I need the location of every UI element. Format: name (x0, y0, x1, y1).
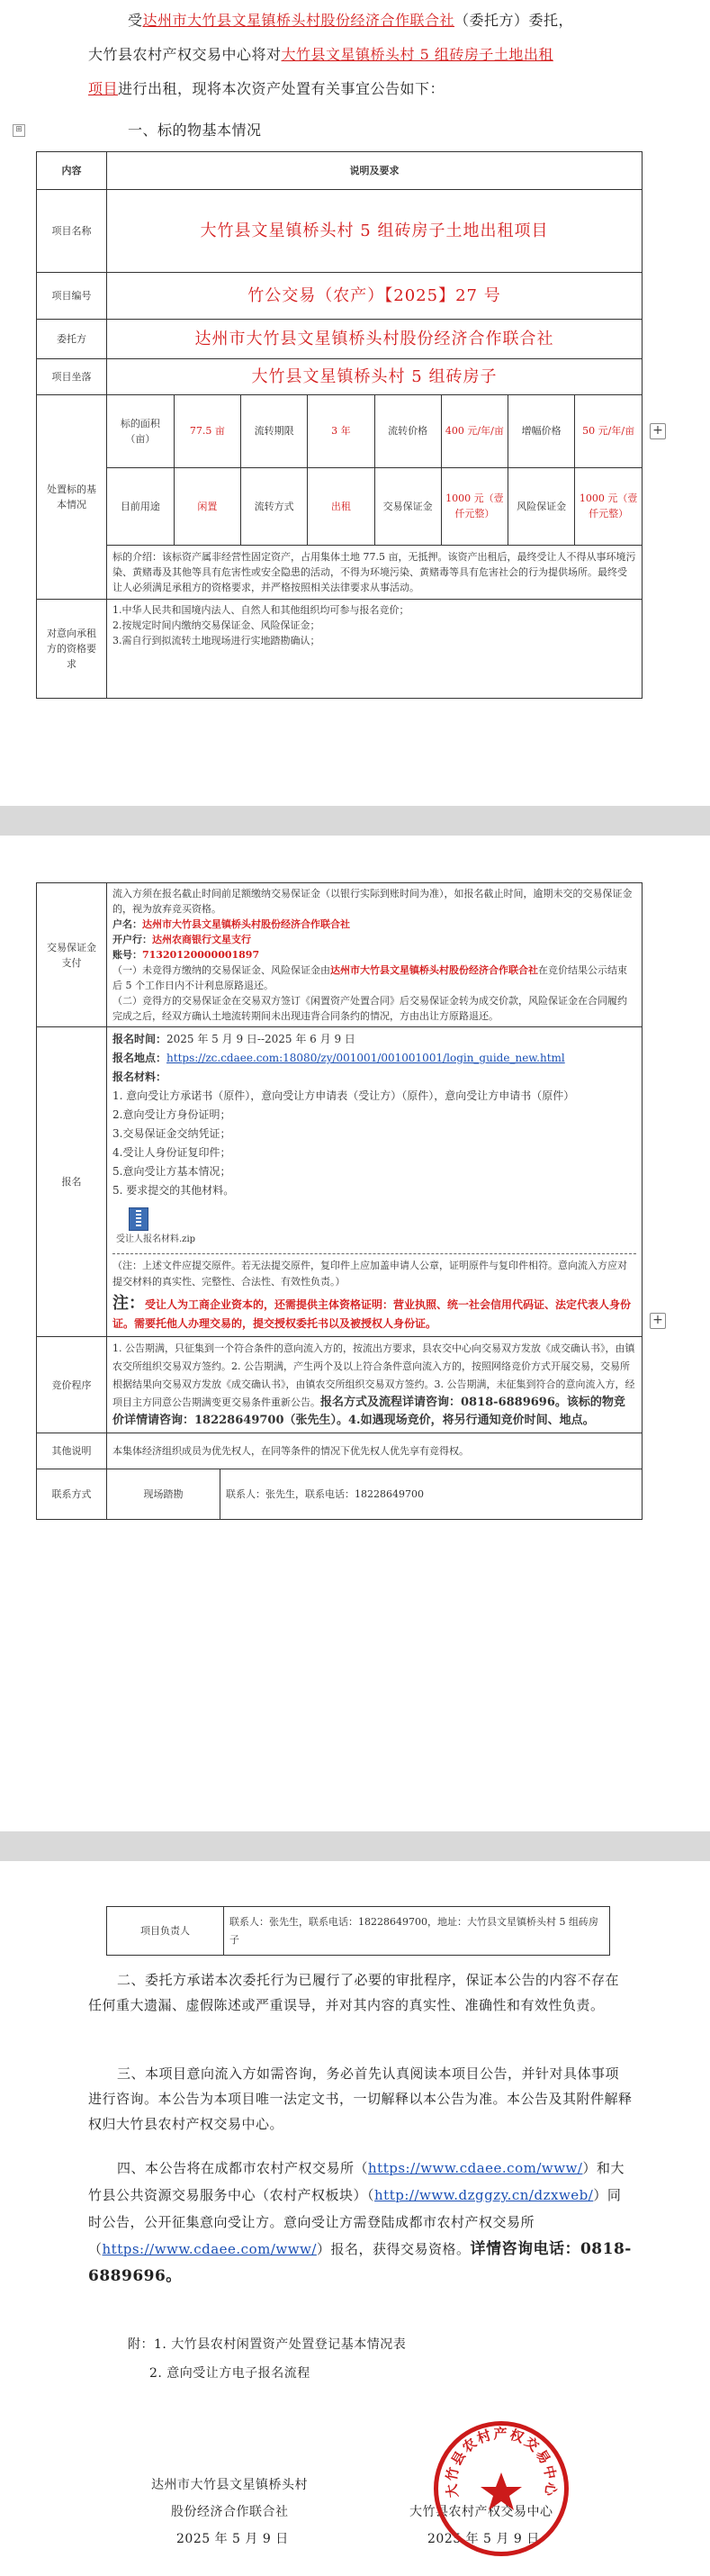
current-use-value: 闲置 (174, 467, 240, 545)
other-content: 本集体经济组织成员为优先权人，在同等条件的情况下优先权人优先享有竞得权。 (107, 1433, 643, 1469)
dzggzy-link[interactable]: http://www.dzggzy.cn/dzxweb/ (374, 2187, 594, 2203)
seal-graphic (438, 2426, 564, 2552)
registration-url-link[interactable]: https://zc.cdaee.com:18080/zy/001001/001001001/login_guide_new.html (166, 1052, 565, 1064)
asset-note: 标的介绍：该标资产属非经营性固定资产，占用集体土地 77.5 亩，无抵押。该资产出租后，最终受让人不得从事环境污染、黄赌毒及其他等具有危害性或安全隐患的活动，不得为环境污染、黄赌毒等具有危害社会的行为提供场所。最终受让人必须满足承租方的资格要求，并严格按照相关法律要求从事活动。 (107, 545, 642, 599)
basic-info-table (36, 151, 643, 699)
contact-value: 联系人：张先生，联系电话：18228649700 (220, 1469, 643, 1520)
signature-date-2: 2025 年 5 月 9 日 (427, 2532, 540, 2546)
col-header-desc: 说明及要求 (107, 152, 643, 190)
page-gap-2 (0, 1831, 710, 1861)
section-2: 二、委托方承诺本次委托行为已履行了必要的审批程序，保证本公告的内容不存在任何重大遗漏、虚假陈述或严重误导，并对其内容的真实性、准确性和有效性负责。 (88, 1972, 620, 2013)
registration-content: 报名时间：2025 年 5 月 9 日--2025 年 6 月 9 日 报名地点：https://zc.cdaee.com:18080/zy/001001/001001001/login_guide_new.html 报名材料： 1. 意向受让方承诺书（原件），意向受让方申请表（受让方）（原件），意向受让方申请书（原件） 2.意向受让方身份证明； 3.交易保证金交纳凭证； 4.受让人身份证复印件； 5.意向受让方基本情况； 5. 要求提交的其他材料。 受让人报名材料.zip （注：上述文件应提交原件。若无法提交原件，复印件上应加盖申请人公章，证明原件与复印件相符。意向流入方应对提交材料的真实性、完整性、合法性、有效性负责。） 注：受让人为工商企业资本的，还需提供主体资格证明：营业执照、统一社会信用代码证、法定代表人身份证。需要托他人办理交易的，提交授权委托书以及被授权人身份证。 (107, 1027, 643, 1337)
page-gap-1 (0, 806, 710, 836)
deposit-pay-label: 交易保证金支付 (37, 883, 107, 1027)
signature-org-1: 达州市大竹县文星镇桥头村 (151, 2478, 308, 2492)
intro-paragraph-3: 项目进行出租，现将本次资产处置有关事宜公告如下： (88, 80, 445, 97)
add-row-button[interactable]: + (650, 423, 666, 439)
seal-text: 大竹县农村产权交易中心 (443, 2426, 560, 2499)
owner-value: 联系人：张先生，联系电话：18228649700，地址：大竹县文星镇桥头村 5 组砖房子 (224, 1907, 610, 1956)
warning: 注：受让人为工商企业资本的，还需提供主体资格证明：营业执照、统一社会信用代码证、法定代表人身份证。需要托他人办理交易的，提交授权委托书以及被授权人身份证。 (112, 1294, 632, 1330)
project-no: 竹公交易（农产）【2025】27 号 (107, 273, 643, 320)
price-label: 流转价格 (374, 395, 441, 467)
official-seal (434, 2421, 569, 2556)
project-name: 大竹县文星镇桥头村 5 组砖房子土地出租项目 (107, 190, 643, 273)
attachment-2: 2. 意向受让方电子报名流程 (149, 2366, 310, 2381)
page-3 (0, 1861, 710, 2576)
entrust-label: 委托方 (37, 320, 107, 359)
attachment-1: 附：1. 大竹县农村闲置资产处置登记基本情况表 (128, 2337, 407, 2352)
basic-label: 处置标的基本情况 (37, 395, 107, 600)
section-3: 三、本项目意向流入方如需咨询，务必首先认真阅读本项目公告，并针对具体事项进行咨询。本公告为本项目唯一法定文书，一切解释以本公告为准。本公告及其附件解释权归大竹县农村产权交易中心。 (88, 2065, 633, 2132)
seal-star-icon (481, 2472, 522, 2510)
method-label: 流转方式 (241, 467, 308, 545)
area-value: 77.5 亩 (174, 395, 240, 467)
entrust-value: 达州市大竹县文星镇桥头村股份经济合作联合社 (107, 320, 643, 359)
deposit-label: 交易保证金 (374, 467, 441, 545)
intro-paragraph-2: 大竹县农村产权交易中心将对大竹县文星镇桥头村 5 组砖房子土地出租 (88, 46, 553, 63)
basic-inner-table (107, 395, 642, 599)
section-4: 四、本公告将在成都市农村产权交易所（https://www.cdaee.com/www/）和大竹县公共资源交易服务中心（农村产权板块）（http://www.dzggzy.cn/dzxweb/）同时公告，公开征集意向受让方。意向受让方需登陆成都市农村产权交易所（https://www.cdaee.com/www/）报名，获得交易资格。详情咨询电话：0818-6889696。 (88, 2160, 632, 2285)
attachment[interactable] (116, 1207, 215, 1246)
contact-mode: 现场踏勘 (107, 1469, 220, 1520)
signature-org-2: 股份经济合作联合社 (171, 2505, 289, 2519)
intro-paragraph: 受达州市大竹县文星镇桥头村股份经济合作联合社（委托方）委托， (128, 12, 574, 29)
risk-label: 风险保证金 (508, 467, 575, 545)
increment-label: 增幅价格 (508, 395, 575, 467)
entrust-org-link: 达州市大竹县文星镇桥头村股份经济合作联合社 (142, 12, 455, 29)
risk-value: 1000 元（壹仟元整） (575, 467, 642, 545)
signature-date-1: 2025 年 5 月 9 日 (176, 2532, 289, 2546)
increment-value: 50 元/年/亩 (575, 395, 642, 467)
requirements: 1.中华人民共和国境内法人、自然人和其他组织均可参与报名竞价； 2.按规定时间内缴纳交易保证金、风险保证金； 3.需自行到拟流转土地现场进行实地踏勘确认； (107, 599, 643, 698)
owner-table (106, 1906, 610, 1956)
page-1 (0, 0, 710, 806)
cdaee-link-2[interactable]: https://www.cdaee.com/www/ (102, 2241, 317, 2257)
bidding-content: 1. 公告期满，只征集到一个符合条件的意向流入方的，按流出方要求，县农交中心向交易双方发放《成交确认书》，由镇农交所组织交易双方签约。2. 公告期满，产生两个及以上符合条件意向流入方的，按照网络竞价方式开展交易，交易所根据结果向交易双方发放《成交确认书》，由镇农交所组织交易双方签约。3. 公告期满，未征集到符合的意向流入方，经项目主方同意公告期满变更交易条件重新公告。报名方式及流程详请咨询：0818-6889696。该标的物竞价详情请咨询：18228649700（张先生）。4.如遇现场竞价，将另行通知竞价时间、地点。 (107, 1337, 643, 1433)
table-anchor-icon[interactable]: ⊞ (13, 124, 25, 137)
requirements-label: 对意向承租方的资格要求 (37, 599, 107, 698)
registration-note: （注：上述文件应提交原件。若无法提交原件，复印件上应加盖申请人公章，证明原件与复印件相符。意向流入方应对提交材料的真实性、完整性、合法性、有效性负责。） (112, 1253, 636, 1290)
signature-org-3: 大竹县农村产权交易中心 (409, 2505, 553, 2519)
bidding-label: 竞价程序 (37, 1337, 107, 1433)
attachment-name: 受让人报名材料.zip (116, 1234, 196, 1244)
cdaee-link[interactable]: https://www.cdaee.com/www/ (368, 2160, 583, 2176)
method-value: 出租 (308, 467, 374, 545)
deposit-pay-content: 流入方须在报名截止时间前足额缴纳交易保证金（以银行实际到账时间为准），如报名截止时间，逾期未交的交易保证金的，视为放弃竞买资格。 户名：达州市大竹县文星镇桥头村股份经济合作联合社 开户行：达州农商银行文星支行 账号：71320120000001897 （一）未竞得方缴纳的交易保证金、风险保证金由达州市大竹县文星镇桥头村股份经济合作联合社在竞价结果公示结束后 5 个工作日内不计利息原路退还。 （二）竞得方的交易保证金在交易双方签订《闲置资产处置合同》后交易保证金转为成交价款，风险保证金在合同履约完成之后，经双方确认土地流转期间未出现违背合同条约的情况，方由出让方原路退还。 (107, 883, 643, 1027)
other-label: 其他说明 (37, 1433, 107, 1469)
project-name-label: 项目名称 (37, 190, 107, 273)
account-number: 71320120000001897 (142, 949, 260, 961)
location-label: 项目坐落 (37, 359, 107, 395)
account-name: 达州市大竹县文星镇桥头村股份经济合作联合社 (142, 918, 350, 930)
term-value: 3 年 (308, 395, 374, 467)
owner-label: 项目负责人 (107, 1907, 224, 1956)
contact-label: 联系方式 (37, 1469, 107, 1520)
area-label: 标的面积（亩） (107, 395, 174, 467)
col-header-content: 内容 (37, 152, 107, 190)
project-no-label: 项目编号 (37, 273, 107, 320)
section-1-heading: 一、标的物基本情况 (128, 122, 262, 139)
location-value: 大竹县文星镇桥头村 5 组砖房子 (107, 359, 643, 395)
add-row-button-2[interactable]: + (650, 1313, 666, 1329)
zip-file-icon (129, 1207, 148, 1231)
price-value: 400 元/年/亩 (441, 395, 508, 467)
bank-name: 达州农商银行文星支行 (152, 934, 251, 945)
procedure-table (36, 882, 643, 1520)
term-label: 流转期限 (241, 395, 308, 467)
current-use-label: 目前用途 (107, 467, 174, 545)
deposit-value: 1000 元（壹仟元整） (441, 467, 508, 545)
page-2 (0, 836, 710, 1831)
registration-label: 报名 (37, 1027, 107, 1337)
